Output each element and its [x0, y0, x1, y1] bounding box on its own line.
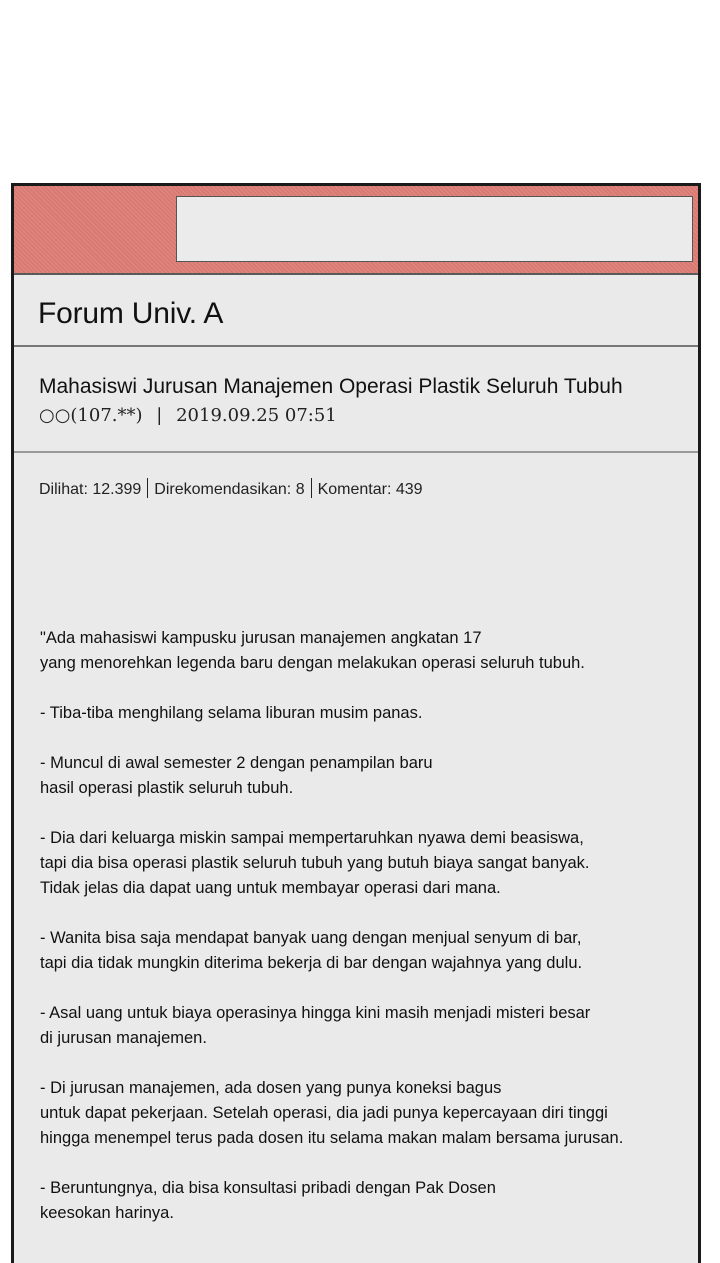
- paragraph: [40, 826, 695, 901]
- text-line: keesokan harinya.: [40, 1204, 174, 1222]
- text-line: untuk dapat pekerjaan. Setelah operasi, dia jadi punya kepercayaan diri tinggi: [40, 1104, 608, 1122]
- views-count: Dilihat: 12.399: [39, 481, 142, 498]
- post-datetime: 2019.09.25 07:51: [176, 405, 337, 426]
- top-bar: [14, 186, 698, 275]
- text-line: hingga menempel terus pada dosen itu selama makan malam bersama jurusan.: [40, 1129, 624, 1147]
- recommend-count: Direkomendasikan: 8: [154, 481, 305, 498]
- post-meta: [39, 405, 337, 426]
- paragraph: [40, 751, 695, 801]
- text-line: - Beruntungnya, dia bisa konsultasi pribadi dengan Pak Dosen: [40, 1179, 496, 1197]
- text-line: yang menorehkan legenda baru dengan melakukan operasi seluruh tubuh.: [40, 654, 585, 672]
- text-line: - Dia dari keluarga miskin sampai mempertaruhkan nyawa demi beasiswa,: [40, 829, 584, 847]
- text-line: - Di jurusan manajemen, ada dosen yang punya koneksi bagus: [40, 1079, 502, 1097]
- text-line: Tidak jelas dia dapat uang untuk membayar operasi dari mana.: [40, 879, 501, 897]
- text-line: - Muncul di awal semester 2 dengan penampilan baru: [40, 754, 433, 772]
- text-line: - Wanita bisa saja mendapat banyak uang dengan menjual senyum di bar,: [40, 929, 582, 947]
- paragraph: [40, 701, 695, 726]
- text-line: tapi dia tidak mungkin diterima bekerja di bar dengan wajahnya yang dulu.: [40, 954, 583, 972]
- paragraph: [40, 626, 695, 676]
- text-line: di jurusan manajemen.: [40, 1029, 207, 1047]
- forum-title[interactable]: Forum Univ. A: [38, 297, 224, 330]
- post-author: ○○(107.**): [39, 405, 143, 426]
- forum-header: [14, 275, 698, 347]
- forum-window: [11, 183, 701, 1263]
- text-line: "Ada mahasiswi kampusku jurusan manajemen angkatan 17: [40, 629, 482, 647]
- comment-count: Komentar: 439: [317, 481, 423, 498]
- stats-divider: [311, 478, 312, 498]
- paragraph: [40, 926, 695, 976]
- text-line: - Tiba-tiba menghilang selama liburan musim panas.: [40, 704, 423, 722]
- meta-separator: |: [156, 405, 163, 426]
- stats-divider: [147, 478, 148, 498]
- paragraph: [40, 1176, 695, 1226]
- text-line: tapi dia bisa operasi plastik seluruh tubuh yang butuh biaya sangat banyak.: [40, 854, 590, 872]
- paragraph: [40, 1076, 695, 1151]
- search-input[interactable]: [176, 196, 693, 262]
- post-body: [40, 626, 695, 1251]
- post-header: [14, 347, 698, 453]
- text-line: hasil operasi plastik seluruh tubuh.: [40, 779, 294, 797]
- post-title: Mahasiswi Jurusan Manajemen Operasi Plastik Seluruh Tubuh: [39, 375, 623, 398]
- paragraph: [40, 1001, 695, 1051]
- post-stats: [39, 478, 423, 499]
- text-line: - Asal uang untuk biaya operasinya hingga kini masih menjadi misteri besar: [40, 1004, 591, 1022]
